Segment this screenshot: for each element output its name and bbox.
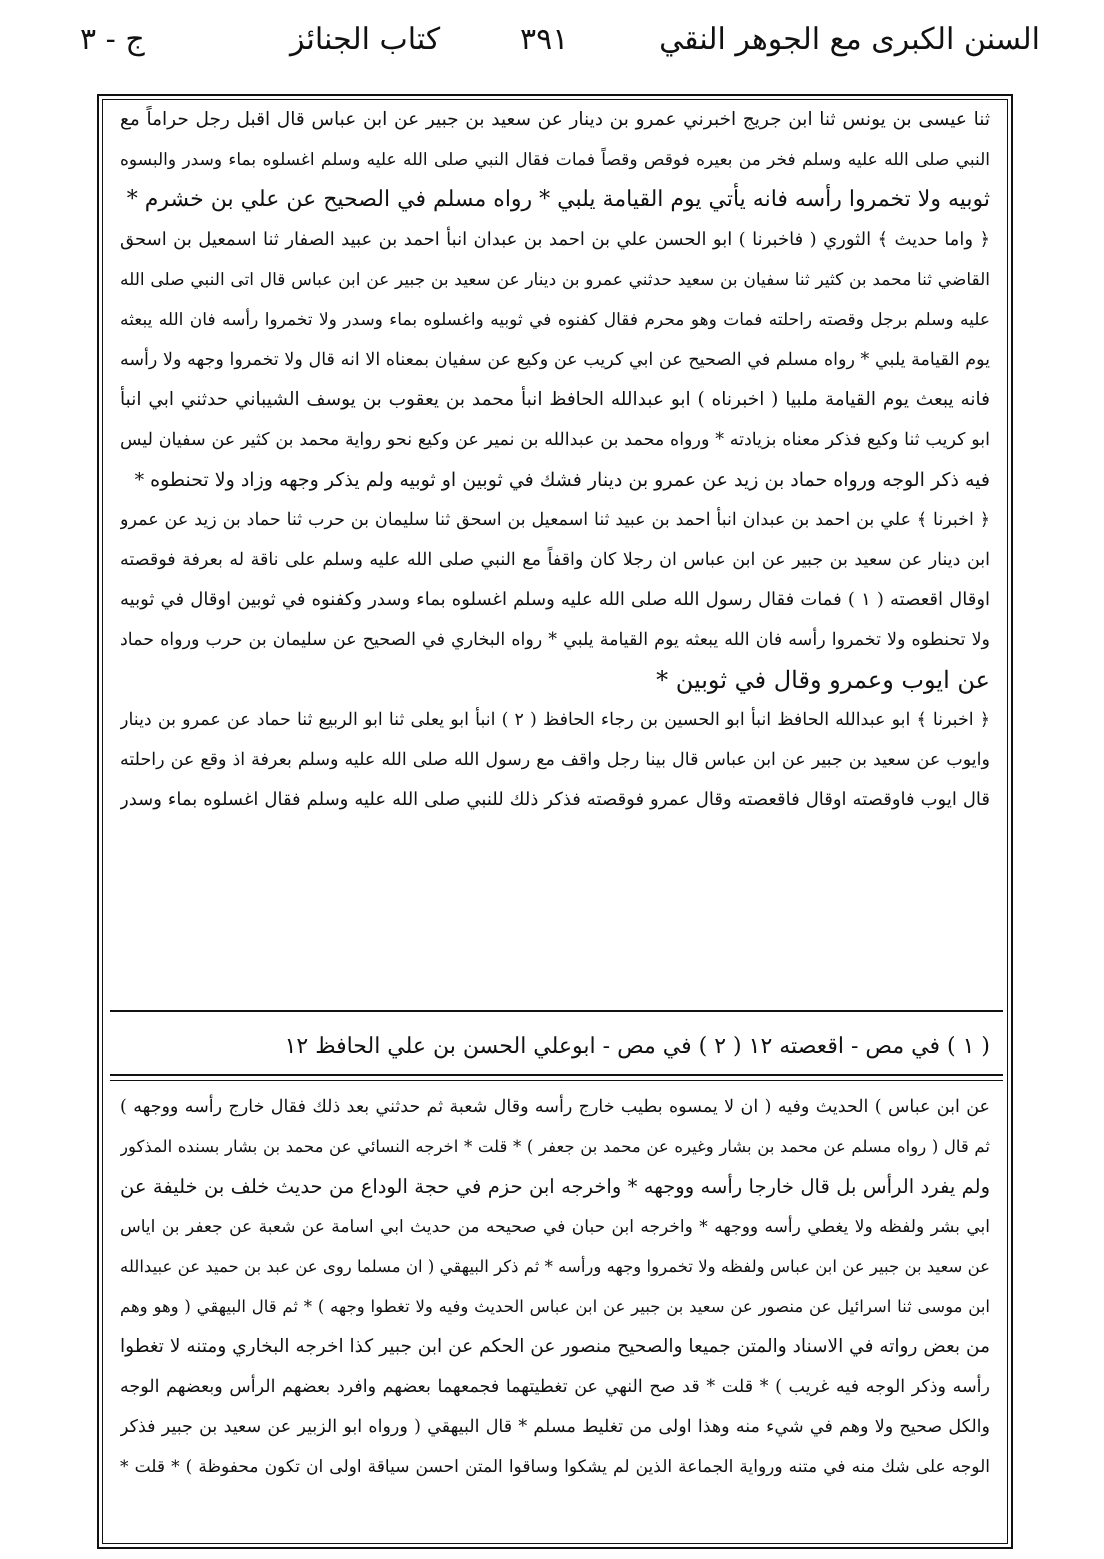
chapter-title: كتاب الجنائز: [290, 22, 441, 57]
commentary-line: والكل صحيح ولا وهم في شيء منه وهذا اولى من تغليط مسلم * قال البيهقي ( ورواه ابو الزبير عن سعيد بن جبير فذكر: [120, 1417, 990, 1437]
text-line: ﴿ اخبرنا ﴾ ابو عبدالله الحافظ انبأ ابو الحسين بن رجاء الحافظ ( ٢ ) انبأ ابو يعلى ثنا ابو الربيع ثنا حماد عن عمرو بن دينار: [120, 710, 990, 730]
text-line: عليه وسلم برجل وقصته راحلته فمات وهو محرم فقال كفنوه في ثوبيه واغسلوه بماء وسدر ولا تخمروا رأسه فان الله يبعثه: [120, 310, 990, 330]
text-line: اوقال اقعصته ( ١ ) فمات فقال رسول الله صلى الله عليه وسلم اغسلوه بماء وسدر وكفنوه في ثوبين اوقال في ثوبيه: [120, 589, 990, 610]
main-text: [120, 100, 990, 820]
text-line: وايوب عن سعيد بن جبير عن ابن عباس قال بينا رجل واقف مع رسول الله صلى الله عليه وسلم بعرفة اذ وقع عن راحلته: [120, 750, 990, 770]
page-number: ٣٩١: [520, 22, 569, 57]
commentary-line: ابن موسى ثنا اسرائيل عن منصور عن سعيد بن جبير عن ابن عباس الحديث وفيه ولا تغطوا وجهه ) * ثم قال البيهقي ( وهو وهم: [120, 1297, 990, 1316]
text-line: ثنا عيسى بن يونس ثنا ابن جريج اخبرني عمرو بن دينار عن سعيد بن جبير عن ابن عباس قال اقبل رجل حراماً مع: [120, 109, 990, 130]
commentary-divider: [110, 1074, 1003, 1076]
text-line: قال ايوب فاوقصته اوقال فاقعصته وقال عمرو فوقصته فذكر ذلك للنبي صلى الله عليه وسلم فقال اغسلوه بماء وسدر: [120, 789, 990, 810]
volume-label: ج - ٣: [80, 22, 145, 57]
commentary-line: ثم قال ( رواه مسلم عن محمد بن بشار وغيره عن محمد بن جعفر ) * قلت * اخرجه النسائي عن محمد بن بشار بسنده المذكور: [120, 1137, 990, 1156]
page-header: [80, 14, 1040, 74]
text-line: القاضي ثنا محمد بن كثير ثنا سفيان بن سعيد حدثني عمرو بن دينار عن سعيد بن جبير عن ابن عباس قال اتى النبي صلى الله: [120, 270, 990, 290]
footnote-line: ( ١ ) في مص - اقعصته ١٢ ( ٢ ) في مص - ابوعلي الحسن بن علي الحافظ ١٢: [284, 1034, 990, 1059]
footnotes: [120, 1027, 990, 1067]
text-line: فيه ذكر الوجه ورواه حماد بن زيد عن عمرو بن دينار فشك في ثوبين او ثوبيه ولم يذكر وجهه وزاد ولا تحنطوه *: [134, 469, 990, 491]
footnote-divider: [110, 1010, 1003, 1012]
text-line: ابو كريب ثنا وكيع فذكر معناه بزيادته * ورواه محمد بن عبدالله بن نمير عن وكيع نحو رواية محمد بن كثير عن سفيان ليس: [120, 430, 990, 450]
commentary-line: رأسه وذكر الوجه فيه غريب ) * قلت * قد صح النهي عن تغطيتهما فجمعهما بعضهم وافرد بعضهم الرأس وبعضهم الوجه: [120, 1377, 990, 1397]
text-line: ولا تحنطوه ولا تخمروا رأسه فان الله يبعثه يوم القيامة يلبي * رواه البخاري في الصحيح عن سليمان بن حرب ورواه حماد: [120, 630, 990, 650]
commentary-divider-inner: [110, 1080, 1003, 1081]
commentary-line: عن سعيد بن جبير عن ابن عباس ولفظه ولا تخمروا وجهه ورأسه * ثم ذكر البيهقي ( ان مسلما روى عن عبد بن حميد عن عبيدالله: [120, 1257, 990, 1276]
book-title: السنن الكبرى مع الجوهر النقي: [659, 22, 1040, 57]
commentary-line: ابي بشر ولفظه ولا يغطي رأسه ووجهه * واخرجه ابن حبان في صحيحه من حديث ابي اسامة عن شعبة عن جعفر بن اياس: [120, 1217, 990, 1237]
text-line: عن ايوب وعمرو وقال في ثوبين *: [656, 666, 990, 694]
text-line: فانه يبعث يوم القيامة ملبيا ( اخبرناه ) ابو عبدالله الحافظ انبأ محمد بن يعقوب بن يوسف الشيباني حدثني ابي انبأ: [120, 389, 990, 410]
text-line: النبي صلى الله عليه وسلم فخر من بعيره فوقص وقصاً فمات فقال النبي صلى الله عليه وسلم اغسلوه بماء وسدر والبسوه: [120, 150, 990, 170]
text-line: ثوبيه ولا تخمروا رأسه فانه يأتي يوم القيامة يلبي * رواه مسلم في الصحيح عن علي بن خشرم *: [126, 187, 990, 212]
commentary-line: الوجه على شك منه في متنه ورواية الجماعة الذين لم يشكوا وساقوا المتن احسن سياقة اولى ان تكون محفوظة ) * قلت *: [120, 1457, 990, 1477]
text-line: يوم القيامة يلبي * رواه مسلم في الصحيح عن ابي كريب عن وكيع عن سفيان بمعناه الا انه قال ولا تخمروا وجهه ولا رأسه: [120, 350, 990, 370]
text-line: ﴿ اخبرنا ﴾ علي بن احمد بن عبدان انبأ احمد بن عبيد ثنا اسمعيل بن اسحق ثنا سليمان بن حرب ثنا حماد بن زيد عن عمرو: [120, 510, 990, 530]
commentary-text: [120, 1087, 990, 1487]
commentary-line: عن ابن عباس ) الحديث وفيه ( ان لا يمسوه بطيب خارج رأسه وقال شعبة ثم حدثني بعد ذلك فقال خارج رأسه ووجهه ): [120, 1097, 990, 1117]
commentary-line: ولم يفرد الرأس بل قال خارجا رأسه ووجهه * واخرجه ابن حزم في حجة الوداع من حديث خلف بن خليفة عن: [120, 1175, 990, 1198]
text-line: ﴿ واما حديث ﴾ الثوري ( فاخبرنا ) ابو الحسن علي بن احمد بن عبدان انبأ احمد بن عبيد الصفار ثنا اسمعيل بن اسحق: [120, 229, 990, 250]
text-line: ابن دينار عن سعيد بن جبير عن ابن عباس ان رجلا كان واقفاً مع النبي صلى الله عليه وسلم على ناقة له بعرفة فوقصته: [120, 550, 990, 570]
commentary-line: من بعض رواته في الاسناد والمتن جميعا والصحيح منصور عن الحكم عن ابن جبير كذا اخرجه البخاري ومتنه لا تغطوا: [120, 1336, 990, 1357]
